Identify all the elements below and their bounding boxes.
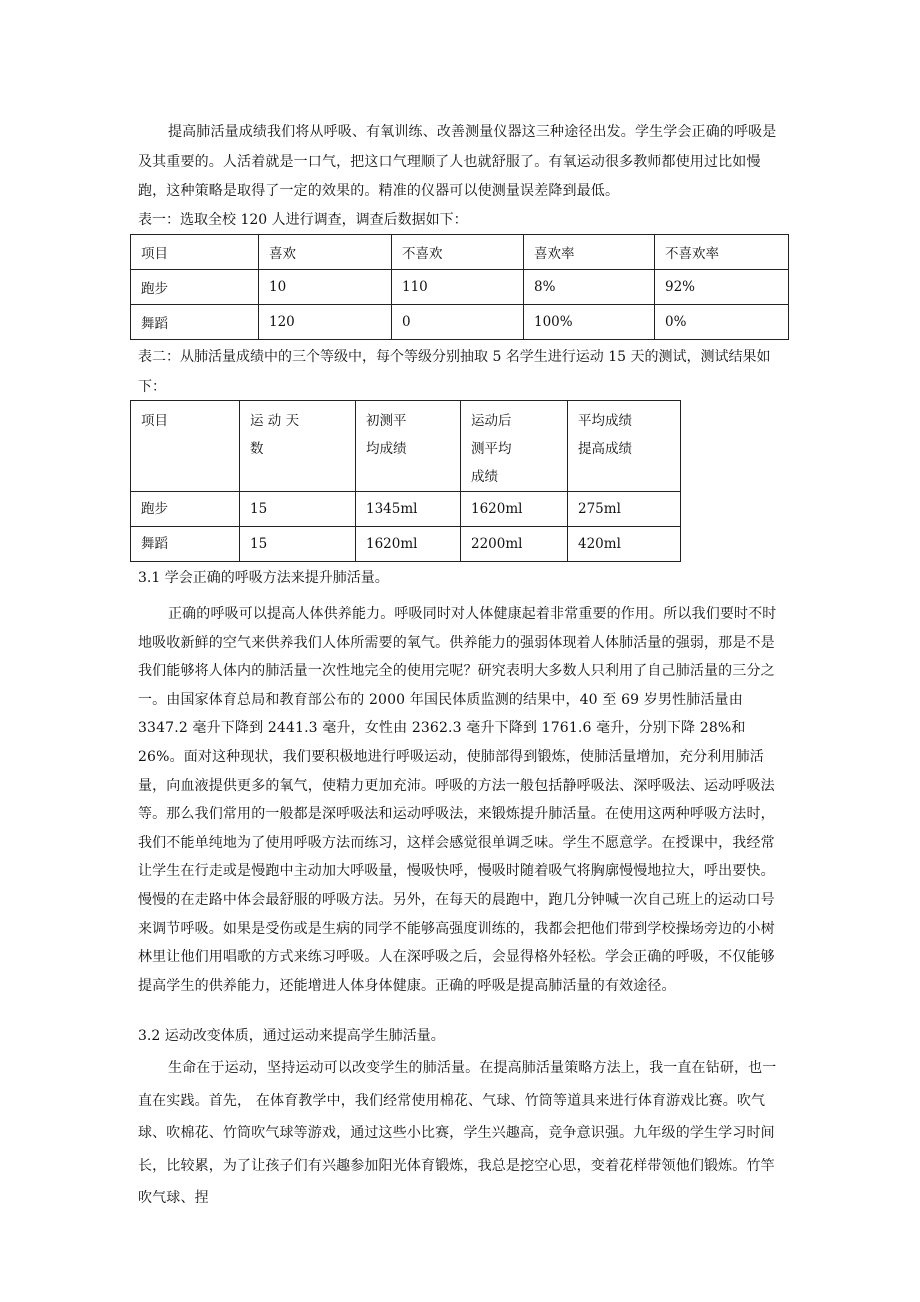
table2-header-line: 项目 [141,413,168,429]
intro-paragraph: 提高肺活量成绩我们将从呼吸、有氧训练、改善测量仪器这三种途径出发。学生学会正确的呼吸是及其重要的。人活着就是一口气，把这口气理顺了人也就舒服了。有氧运动很多教师都使用过比如慢跑，这种策略是取得了一定的效果的。精准的仪器可以使测量误差降到最低。 [138,124,777,199]
table1-row [131,270,789,305]
table2-header-line: 运动后 [471,413,512,429]
section-3-1-heading: 3.1 学会正确的呼吸方法来提升肺活量。 [138,570,389,586]
table2-header-line: 提高成绩 [578,441,632,457]
table1-cell: 120 [259,305,392,340]
table2-header-line: 测平均 [471,441,512,457]
table2 [130,400,681,562]
table1-cell: 110 [392,270,524,305]
table2-cell: 275ml [568,492,681,527]
table1-row [131,305,789,340]
table2-cell: 420ml [568,527,681,562]
table2-cell: 1345ml [356,492,461,527]
table2-cell: 15 [240,527,356,562]
table1-caption: 表一：选取全校 120 人进行调查，调查后数据如下： [138,212,468,228]
table2-caption: 表二：从肺活量成绩中的三个等级中，每个等级分别抽取 5 名学生进行运动 15 天的测试，测试结果如下： [138,349,771,395]
table1-header-cell: 项目 [131,235,259,270]
section-3-2-paragraph: 生命在于运动，坚持运动可以改变学生的肺活量。在提高肺活量策略方法上，我一直在钻研，也一直在实践。首先， 在体育教学中，我们经常使用棉花、气球、竹筒等道具来进行体育游戏比赛。吹气球、吹棉花、竹筒吹气球等游戏，通过这些小比赛，学生兴趣高，竞争意识强。九年级的学生学习时间长，比较累，为了让孩子们有兴趣参加阳光体育锻炼，我总是挖空心思，变着花样带领他们锻炼。竹竿吹气球、捏 [138,1060,777,1206]
table2-header-line: 成绩 [471,469,498,485]
table1-cell: 舞蹈 [131,305,259,340]
table2-header-line: 平均成绩 [578,413,632,429]
table2-cell: 1620ml [356,527,461,562]
table1-cell: 100% [524,305,655,340]
table2-header-cell [461,401,568,492]
table2-header-cell [568,401,681,492]
table1-cell: 92% [655,270,789,305]
table1-cell: 10 [259,270,392,305]
table2-header-row [131,401,681,492]
table2-header-cell [131,401,240,492]
table2-header-line: 初测平 [366,413,407,429]
table2-header-line: 数 [250,441,264,457]
table2-row [131,527,681,562]
table1-cell: 跑步 [131,270,259,305]
table2-cell: 舞蹈 [131,527,240,562]
table2-cell: 1620ml [461,492,568,527]
table1-header-cell: 喜欢 [259,235,392,270]
table2-header-line: 均成绩 [366,441,407,457]
table2-cell: 2200ml [461,527,568,562]
section-3-2-heading: 3.2 运动改变体质，通过运动来提高学生肺活量。 [138,1028,445,1044]
table2-cell: 15 [240,492,356,527]
table1-cell: 0 [392,305,524,340]
table2-header-line: 运 动 天 [250,413,300,429]
table1-header-cell: 不喜欢率 [655,235,789,270]
table1-header-cell: 喜欢率 [524,235,655,270]
table1-cell: 0% [655,305,789,340]
table2-header-cell [356,401,461,492]
table1 [130,234,789,340]
table2-cell: 跑步 [131,492,240,527]
table1-header-row [131,235,789,270]
section-3-1-paragraph: 正确的呼吸可以提高人体供养能力。呼吸同时对人体健康起着非常重要的作用。所以我们要时不时地吸收新鲜的空气来供养我们人体所需要的氧气。供养能力的强弱体现着人体肺活量的强弱，那是不是我们能够将人体内的肺活量一次性地完全的使用完呢？研究表明大多数人只利用了自己肺活量的三分之一。由国家体育总局和教育部公布的 2000 年国民体质监测的结果中，40 至 69 岁男性肺活量由 3347.2 毫升下降到 2441.3 毫升，女性由 2362.3 毫升下降到 1761.6 毫升，分别下降 28%和 26%。面对这种现状，我们要积极地进行呼吸运动，使肺部得到锻炼，使肺活量增加，充分利用肺活量，向血液提供更多的氧气，使精力更加充沛。呼吸的方法一般包括静呼吸法、深呼吸法、运动呼吸法等。那么我们常用的一般都是深呼吸法和运动呼吸法，来锻炼提升肺活量。在使用这两种呼吸方法时，我们不能单纯地为了使用呼吸方法而练习，这样会感觉很单调乏味。学生不愿意学。在授课中，我经常让学生在行走或是慢跑中主动加大呼吸量，慢吸快呼，慢吸时随着吸气将胸廓慢慢地拉大，呼出要快。慢慢的在走路中体会最舒服的呼吸方法。另外，在每天的晨跑中，跑几分钟喊一次自己班上的运动口号来调节呼吸。如果是受伤或是生病的同学不能够高强度训练的，我都会把他们带到学校操场旁边的小树林里让他们用唱歌的方式来练习呼吸。人在深呼吸之后，会显得格外轻松。学会正确的呼吸，不仅能够提高学生的供养能力，还能增进人体身体健康。正确的呼吸是提高肺活量的有效途径。 [138,606,777,994]
table1-cell: 8% [524,270,655,305]
table2-header-cell [240,401,356,492]
table1-header-cell: 不喜欢 [392,235,524,270]
table2-row [131,492,681,527]
